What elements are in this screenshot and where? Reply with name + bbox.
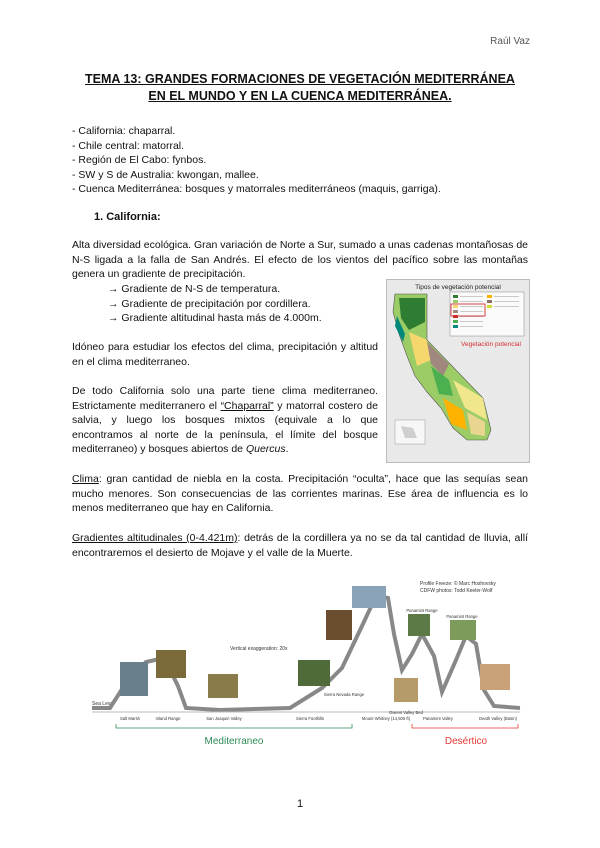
profile-label: Sierra Nevada Range — [323, 692, 365, 697]
mediterraneo-bracket — [116, 724, 352, 747]
profile-label: Panamint Range — [406, 608, 438, 613]
list-item: - SW y S de Australia: kwongan, mallee. — [72, 168, 259, 181]
text-run: : detrás de la cordillera ya no se da tal cantidad de lluvia, allí encontraremos el desierto de Mojave y el valle de la Muerte. — [72, 532, 528, 559]
map-inset — [395, 420, 425, 444]
title-line-1: TEMA 13: GRANDES FORMACIONES DE VEGETACIÓN MEDITERRÁNEA — [85, 72, 515, 86]
regions-list — [72, 124, 441, 197]
document-title — [70, 71, 530, 105]
profile-label: Panamint Range — [446, 614, 478, 619]
gradient-item: → Gradiente de N-S de temperatura. — [108, 283, 281, 295]
paragraph-clima — [72, 472, 528, 516]
gradientes-label: Gradientes altitudinales (0-4.421m) — [72, 532, 238, 544]
list-item: - Cuenca Mediterránea: bosques y matorrales mediterráneos (maquis, garriga). — [72, 183, 441, 196]
paragraph-gradientes — [72, 531, 528, 560]
list-item: - Chile central: matorral. — [72, 139, 185, 152]
altitudinal-profile-figure — [90, 574, 522, 752]
map-title: Tipos de vegetación potencial — [415, 284, 501, 291]
page-number: 1 — [296, 798, 304, 810]
desertico-label: Desértico — [444, 736, 488, 747]
text-run: . — [285, 443, 289, 456]
map-graphic — [387, 280, 529, 462]
profile-label: Salt Marsh — [119, 716, 141, 721]
figure-credit: Profile Freeze: © Marc Hoshovsky — [420, 581, 496, 587]
text-run: De todo California solo una parte tiene clima mediterraneo. Estrictamente mediterranero el — [72, 385, 378, 412]
california-vegetation-map — [386, 279, 530, 463]
section-heading: 1. California: — [94, 211, 161, 223]
chaparral-link: “Chaparral” — [220, 399, 274, 412]
profile-label: Sierra Foothills — [296, 716, 324, 721]
text-run: y matorral costero de salvia, y luego los bosques mixtos (equivale a lo que encontramos al norte de la península, el límite del bosque mediterraneo) y bosques abiertos de — [72, 399, 378, 456]
profile-label: Panamint Valley — [423, 716, 453, 721]
map-legend — [450, 292, 524, 336]
paragraph-ideal: Idóneo para estudiar los efectos del clima, precipitación y altitud en el clima mediterraneo. — [72, 341, 378, 368]
title-line-2: EN EL MUNDO Y EN LA CUENCA MEDITERRÁNEA. — [148, 89, 452, 103]
map-caption: Vegetación potencial — [461, 341, 521, 348]
figure-credit: CDFW photos: Todd Keeler-Wolf — [420, 588, 493, 594]
clima-label: Clima — [72, 473, 99, 485]
author-name: Raúl Vaz — [490, 36, 530, 47]
vertical-exaggeration: Vertical exaggeration: 20x — [230, 646, 288, 652]
profile-graphic — [90, 574, 522, 752]
mediterraneo-label: Mediterraneo — [204, 736, 264, 747]
desertico-bracket — [412, 724, 518, 747]
sea-level-label: Sea Level — [92, 701, 115, 707]
profile-label: San Joaquin Valley — [206, 716, 242, 721]
gradient-item: → Gradiente altitudinal hasta más de 4.000m. — [108, 312, 322, 324]
paragraph-diversity: Alta diversidad ecológica. Gran variación de Norte a Sur, sumado a unas cadenas montañosas de N-S ligada a la falla de San Andrés. El efecto de los vientos del pacífico sobre las montañas genera un gradiente de precipitación. — [72, 239, 528, 281]
paragraph-chaparral — [72, 384, 378, 457]
profile-label: Death Valley (Basin) — [479, 716, 517, 721]
profile-label: Owens Valley Bed — [389, 710, 423, 715]
gradient-item: → Gradiente de precipitación por cordillera. — [108, 298, 311, 310]
profile-label: Inland Range — [155, 716, 181, 721]
text-run: : gran cantidad de niebla en la costa. Precipitación “oculta”, hace que las sequías sean mucho menores. Son consecuencias de las corrientes marinas. Ese área de influencia es lo menos mediterraneo que hay en California. — [72, 473, 528, 515]
profile-label: Mount Whitney (14,505 ft) — [361, 716, 411, 721]
quercus-term: Quercus — [245, 443, 286, 456]
list-item: - California: chaparral. — [72, 125, 176, 137]
list-item: - Región de El Cabo: fynbos. — [72, 154, 207, 167]
